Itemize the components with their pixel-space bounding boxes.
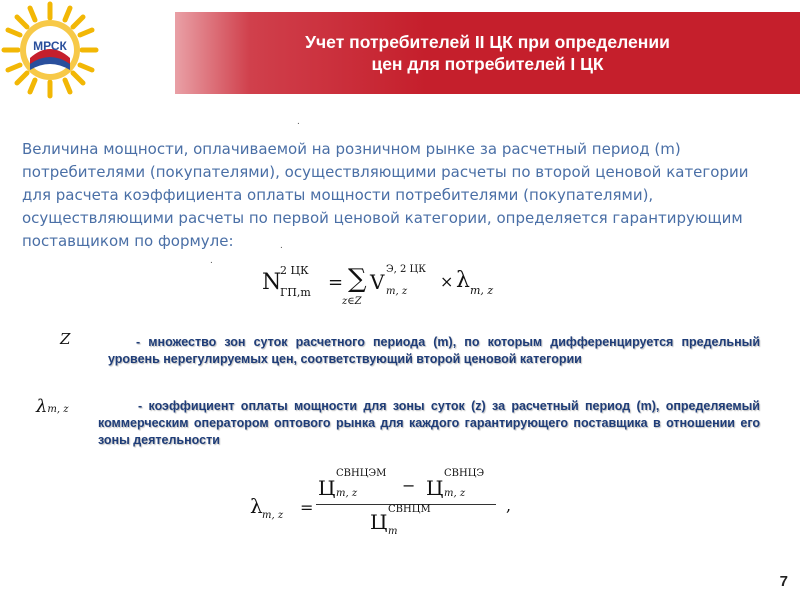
capacity-formula: N 2 ЦК ГП,m = ∑ z∈Z V Э, 2 ЦК m, z × λ m, z	[262, 264, 494, 307]
page-number: 7	[779, 573, 788, 590]
decor-dot: .	[297, 116, 300, 127]
slide-title-line-1: Учет потребителей II ЦК при определении	[305, 32, 670, 52]
definition-z: - множество зон суток расчетного периода (m), по которым дифференцируется предельный уровень нерегулируемых цен, соответствующий второй ценовой категории	[108, 335, 760, 366]
slide-header	[175, 12, 800, 94]
lambda-formula: λ m, z = Ц СВНЦЭМ m, z − Ц СВНЦЭ m, z Ц СВНЦМ m ,	[250, 468, 512, 537]
svg-text:МРСК: МРСК	[33, 39, 67, 53]
intro-paragraph: Величина мощности, оплачиваемой на розничном рынке за расчетный период (m) потребителями (покупателями), осуществляющими расчеты по второй ценовой категории для расчета коэффициента оплаты мощности потребителями (покупателями), осуществляющими расчеты по первой ценовой категории, определяется гарантирующим поставщиком по формуле:	[22, 140, 749, 250]
company-logo	[0, 0, 100, 100]
decor-dot: .	[210, 255, 213, 266]
definition-lambda: - коэффициент оплаты мощности для зоны суток (z) за расчетный период (m), определяемый коммерческим оператором оптового рынка для каждого гарантирующего поставщика в отношении его зоны деятельности	[98, 399, 760, 447]
decor-dot: .	[280, 240, 283, 251]
symbol-lambda: λm, z	[36, 396, 69, 417]
slide-title-line-2: цен для потребителей I ЦК	[371, 54, 604, 74]
symbol-z: Z	[60, 330, 71, 348]
